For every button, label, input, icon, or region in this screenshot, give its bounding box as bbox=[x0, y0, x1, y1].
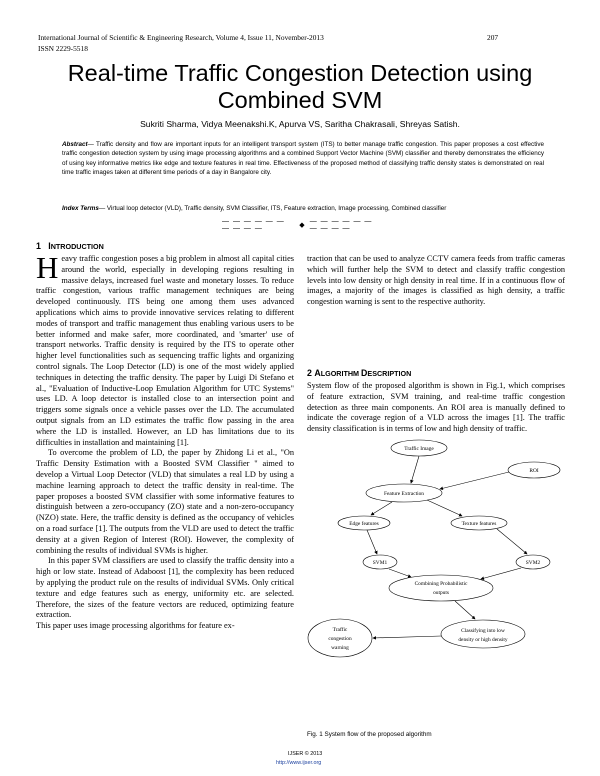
label-texture-features: Texture features bbox=[461, 521, 497, 527]
label-classifying-2: density or high density bbox=[458, 637, 508, 643]
arrow-texture-to-svm2 bbox=[497, 529, 527, 554]
index-terms bbox=[62, 204, 544, 213]
arrow-edge-to-svm1 bbox=[367, 530, 377, 554]
arrow-to-texture bbox=[427, 500, 462, 516]
figure-caption: Fig. 1 System flow of the proposed algorithm bbox=[307, 731, 432, 738]
intro-paragraph-4: This paper uses image processing algorithms for feature ex- bbox=[36, 621, 235, 631]
drop-cap: H bbox=[36, 250, 59, 285]
intro-heading-initial: I bbox=[48, 241, 51, 251]
issn: ISSN 2229-5518 bbox=[38, 44, 88, 53]
label-roi: ROI bbox=[529, 468, 539, 474]
intro-paragraph-3: In this paper SVM classifiers are used to classify the traffic density into a high or low state. Instead of Adaboost [1], the complexity has been reduced by applying the product rule on the results of individual SVMs. Only critical texture and edge features such as energy, uniformity etc. are selected. Therefore, the sizes of the feature vectors are reduced, optimizing feature extraction. bbox=[36, 556, 294, 620]
intro-continuation: traction that can be used to analyze CCTV camera feeds from traffic cameras which will further help the SVM to detect and classify traffic congestion levels into low density or high density in real time. If in a continuous flow of images, a majority of the images is classified as high density, a traffic congestion warning is sent to the respective authority. bbox=[307, 254, 565, 307]
algorithm-heading-number: 2 bbox=[307, 368, 312, 378]
abstract-text: — Traffic density and flow are important inputs for an intelligent transport system (ITS) to better manage traffic congestion. This paper proposes a cost effective traffic congestion detection system by using image processing algorithms and a combined Support Vector Machine (SVM) classifier and thereby demonstrates the efficiency of using key informative metrics like edge and texture features in real time. Effectiveness of the proposed method of classifying traffic density states is demonstrated on real time traffic images taken at different time periods of a day in Bangalore city. bbox=[62, 141, 544, 177]
right-column-top bbox=[307, 254, 565, 308]
arrow-to-edge bbox=[371, 502, 392, 515]
abstract bbox=[62, 140, 544, 178]
intro-paragraph-1-text: eavy traffic congestion poses a big problem in almost all capital cities around the world, especially in developing regions resulting in massive delays, increased fuel waste and monetary losses. To reduce traffic congestion, various traffic management techniques are being developed continuously. ITS being one among them uses advanced applications which aims to provide innovative services relating to different modes of transport and traffic management thus enabling various users to be better informed and make safer, more coordinated, and 'smarter' use of transport networks. Traffic density is required by the ITS to operate other higher level functionalities such as sequencing traffic lights and organizing control signals. The Loop Detector (LD) is one of the most widely applied techniques in detecting the traffic density. The paper by Luigi Di Stefano et al., "Evaluation of Inductive-Loop Emulation Algorithm for UTC Systems" uses LD. A loop detector is installed close to an intersection point and triggers some signals once a vehicle passes over the LD. The accumulated output signals from an LD estimates the traffic flow passing in the area where the LD is installed. However, an LD has limitations due to its difficulties in installation and maintaining [1]. bbox=[36, 254, 294, 447]
separator-dashes-left: — — — — — — — — — — bbox=[222, 218, 285, 232]
algorithm-heading-rest-2: ESCRIPTION bbox=[367, 369, 412, 378]
arrow-roi-to-features bbox=[440, 472, 509, 489]
arrow-combining-to-classifying bbox=[455, 601, 475, 619]
index-terms-label: Index Terms bbox=[62, 205, 99, 212]
arrow-svm2-to-combining bbox=[481, 568, 521, 579]
label-warning-2: congestion bbox=[328, 636, 352, 642]
separator-dashes-right: — — — — — — — — — — bbox=[309, 218, 373, 232]
journal-header: International Journal of Scientific & Engineering Research, Volume 4, Issue 11, November-2013 bbox=[38, 33, 324, 42]
algorithm-body bbox=[307, 381, 565, 435]
algorithm-heading bbox=[307, 368, 411, 378]
abstract-label: Abstract bbox=[62, 141, 88, 148]
node-combining-outputs bbox=[389, 575, 493, 601]
label-classifying-1: Classifying into low bbox=[461, 628, 505, 634]
left-column bbox=[36, 250, 294, 632]
arrow-classifying-to-warning bbox=[373, 636, 441, 638]
algorithm-heading-initial: A bbox=[314, 368, 321, 378]
algorithm-heading-rest-1: LGORITHM bbox=[320, 369, 362, 378]
intro-paragraph-2: To overcome the problem of LD, the paper by Zhidong Li et al., "On Traffic Density Estimation with a Boosted SVM Classifier " aimed to develop a Virtual Loop Detector (VLD) that simulates a real LD by using a machine learning approach to detect the traffic density in real-time. The paper proposes a boosted SVM classifier with some informative features to distinguish between a zero-occupancy (ZO) state and a non-zero-occupancy (NZO) state. Here, the traffic density is defined as the occupancy of vehicles on a road surface [1]. The outputs from the VLD are used to detect the traffic density at a given Region of Interest (ROI). However, the complexity of combining the results of individual SVMs is higher. bbox=[36, 448, 294, 555]
intro-paragraph-1 bbox=[36, 250, 294, 448]
intro-heading-rest: NTRODUCTION bbox=[50, 242, 104, 251]
footer-copyright: IJSER © 2013 bbox=[288, 751, 323, 757]
authors: Sukriti Sharma, Vidya Meenakshi.K, Apurva VS, Saritha Chakrasali, Shreyas Satish. bbox=[140, 119, 460, 129]
label-warning-3: warning bbox=[331, 645, 349, 651]
label-svm1: SVM1 bbox=[372, 560, 388, 566]
label-svm2: SVM2 bbox=[525, 560, 541, 566]
page-number: 207 bbox=[487, 33, 499, 42]
system-flow-diagram bbox=[307, 438, 565, 726]
label-edge-features: Edge features bbox=[349, 521, 379, 527]
label-warning-1: Traffic bbox=[332, 627, 348, 633]
paper-title: Real-time Traffic Congestion Detection using Combined SVM bbox=[67, 60, 533, 113]
index-terms-text: — Virtual loop detector (VLD), Traffic density, SVM Classifier, ITS, Feature extraction, Image processing, Combined classifier bbox=[98, 205, 447, 212]
separator-diamond-icon: ◆ bbox=[299, 222, 305, 229]
section-separator bbox=[222, 219, 382, 231]
label-feature-extraction: Feature Extraction bbox=[384, 491, 424, 497]
label-combining-1: Combining Probabilistic bbox=[414, 581, 468, 587]
node-classifying bbox=[441, 620, 525, 648]
intro-heading-number: 1 bbox=[36, 241, 41, 251]
algorithm-heading-initial-2: D bbox=[361, 368, 368, 378]
algorithm-paragraph-1: System flow of the proposed algorithm is shown in Fig.1, which comprises of feature extraction, SVM training, and real-time traffic congestion detection as three main components. An ROI area is manually defined to indicate the coverage region of a VLD across the images [1]. The traffic density classification is in terms of low and high density of traffic. bbox=[307, 381, 565, 434]
arrow-svm1-to-combining bbox=[389, 569, 411, 577]
arrow-image-to-features bbox=[411, 456, 419, 483]
label-combining-2: outputs bbox=[433, 590, 449, 596]
label-traffic-image: Traffic Image bbox=[404, 446, 434, 452]
footer-url-link[interactable]: http://www.ijser.org bbox=[276, 760, 322, 766]
